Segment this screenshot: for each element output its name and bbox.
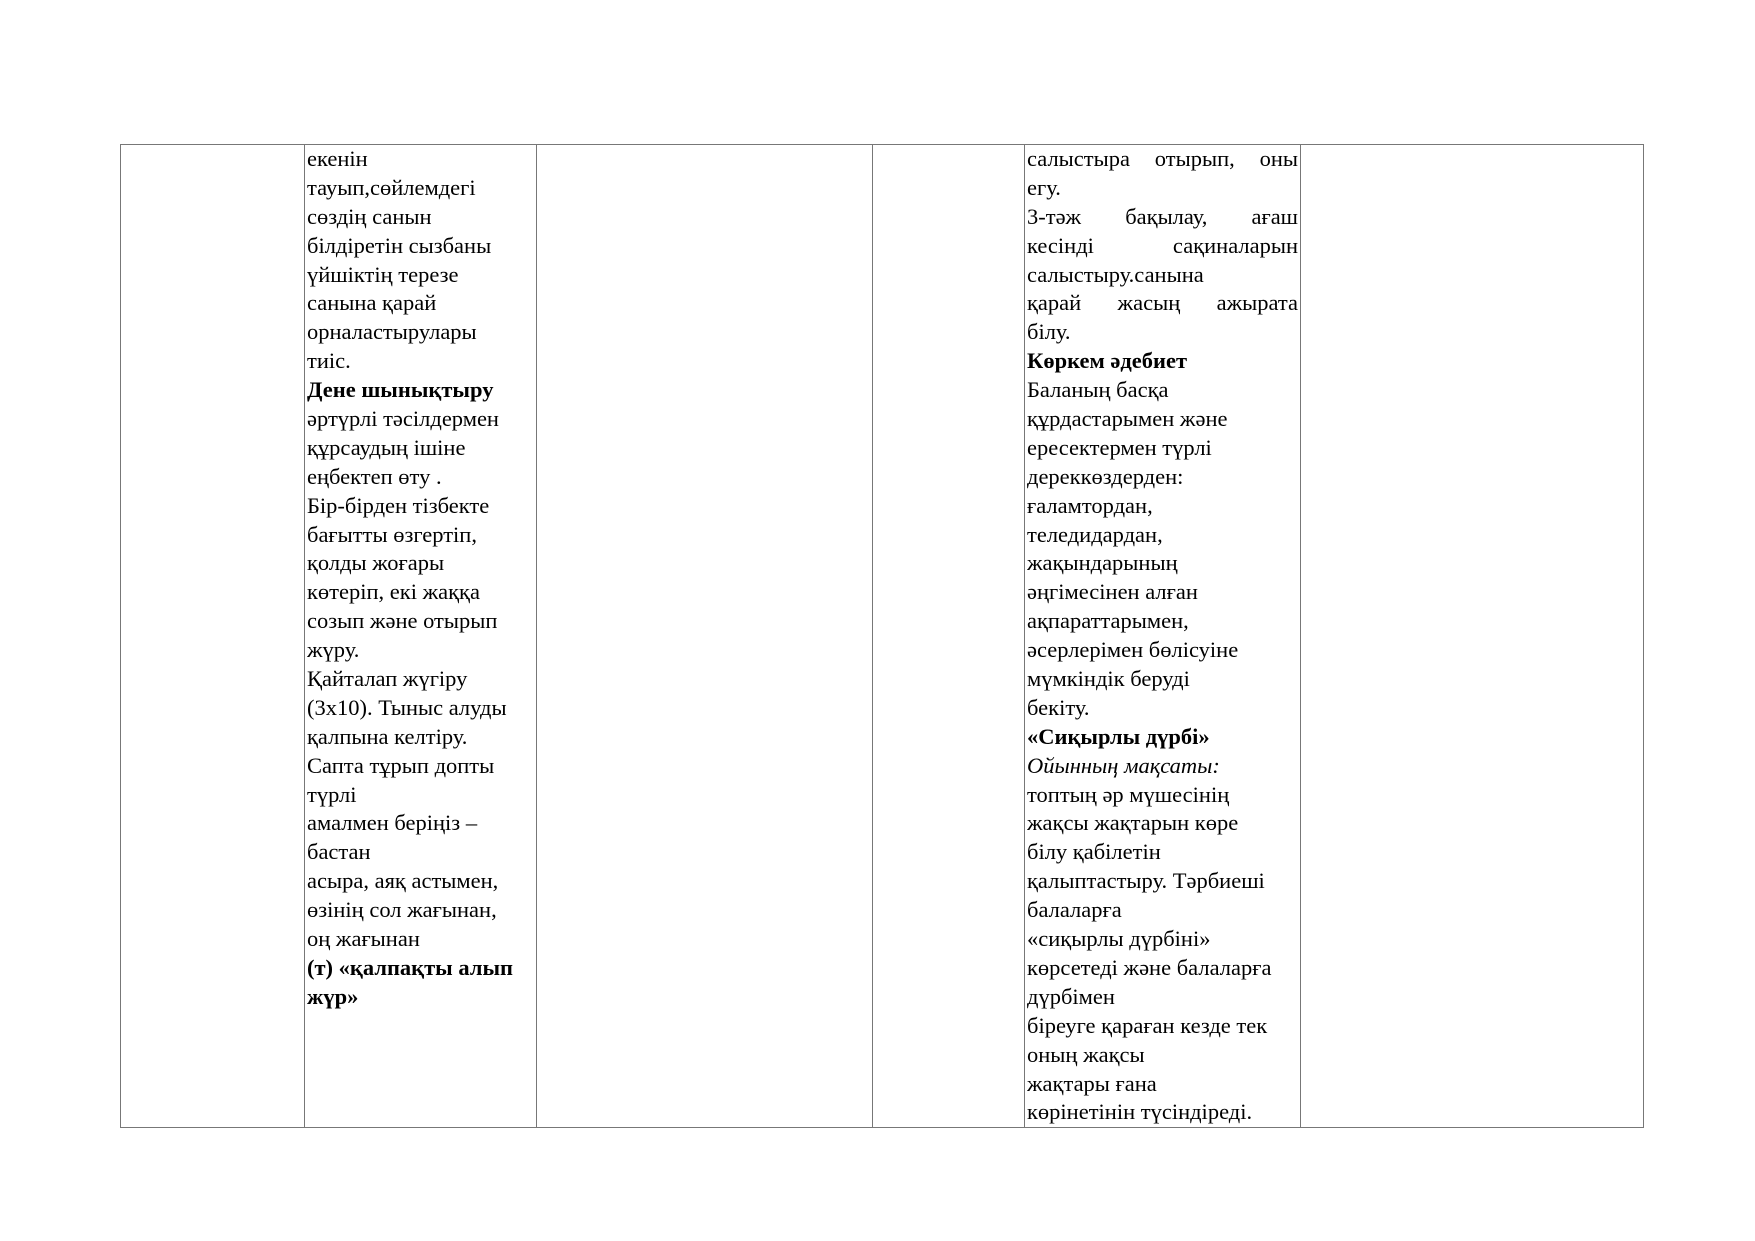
text-line: ересектермен түрлі — [1027, 434, 1212, 460]
text-line: Ойынның мақсаты: — [1027, 752, 1220, 778]
text-line: тиіс. — [307, 348, 351, 374]
cell-column-6 — [1301, 145, 1644, 1128]
text-line: ғаламтордан, — [1027, 492, 1153, 518]
text-line: бағытты өзгертіп, — [307, 521, 477, 547]
text-line: қалыптастыру. Тәрбиеші — [1027, 868, 1265, 894]
text-line: білу қабілетін — [1027, 839, 1161, 865]
text-line: бастан — [307, 839, 371, 865]
text-line: Бір-бірден тізбекте — [307, 492, 490, 518]
text-line: (3х10). Тыныс алуды — [307, 694, 507, 720]
text-line: білдіретін сызбаны — [307, 232, 492, 258]
text-line: қарай жасың ажырата — [1027, 290, 1298, 316]
text-line: Қайталап жүгіру — [307, 666, 468, 692]
text-line: салыстыра отырып, оны — [1027, 146, 1298, 171]
text-line: салыстыру.санына — [1027, 261, 1204, 287]
text-line: жақтары ғана — [1027, 1070, 1157, 1096]
text-line: екенін — [307, 146, 368, 171]
text-line: «Сиқырлы дүрбі» — [1027, 723, 1210, 749]
text-line: оның жақсы — [1027, 1041, 1145, 1067]
text-line: тауып,сөйлемдегі — [307, 174, 476, 200]
text-line: ақпараттарымен, — [1027, 608, 1189, 634]
text-line: дүрбімен — [1027, 983, 1115, 1009]
text-line: жүру. — [307, 637, 360, 663]
text-line: көтеріп, екі жаққа — [307, 579, 480, 605]
text-line: санына қарай — [307, 290, 437, 316]
text-line: көрсетеді және балаларға — [1027, 954, 1272, 980]
text-line: «сиқырлы дүрбіні» — [1027, 926, 1211, 952]
text-line: құрсаудың ішіне — [307, 434, 466, 460]
text-line: үйшіктің терезе — [307, 261, 459, 287]
text-line: 3-тәж бақылау, ағаш — [1027, 203, 1298, 229]
text-line: әртүрлі тәсілдермен — [307, 406, 499, 432]
text-line: мүмкіндік беруді — [1027, 666, 1190, 692]
text-line: дереккөздерден: — [1027, 463, 1184, 489]
text-line: топтың әр мүшесінің — [1027, 781, 1230, 807]
text-line: біреуге қараған кезде тек — [1027, 1012, 1268, 1038]
cell-column-3 — [537, 145, 873, 1128]
text-line: жақсы жақтарын көре — [1027, 810, 1239, 836]
text-line: Дене шынықтыру — [307, 377, 494, 403]
text-line: (т) «қалпақты алып — [307, 954, 513, 980]
text-line: әңгімесінен алған — [1027, 579, 1198, 605]
text-line: созып және отырып — [307, 608, 498, 634]
text-line: жүр» — [307, 983, 359, 1009]
text-line: жақындарының — [1027, 550, 1178, 576]
text-line: өзінің сол жағынан, — [307, 897, 497, 923]
text-line: сөздің санын — [307, 203, 432, 229]
text-line: көрінетінін түсіндіреді. — [1027, 1099, 1253, 1125]
plan-table — [120, 144, 1644, 1128]
text-line: құрдастарымен және — [1027, 406, 1228, 432]
text-line: орналастырулары — [307, 319, 477, 345]
text-line: Сапта тұрып допты — [307, 752, 495, 778]
text-line: амалмен беріңіз – — [307, 810, 478, 836]
text-line: еңбектеп өту . — [307, 463, 442, 489]
text-line: кесінді сақиналарын — [1027, 232, 1298, 258]
cell-column-5 — [1025, 145, 1301, 1128]
text-line: Баланың басқа — [1027, 377, 1169, 403]
text-line: теледидардан, — [1027, 521, 1163, 547]
text-line: бекіту. — [1027, 694, 1090, 720]
text-line: білу. — [1027, 319, 1071, 345]
text-line: балаларға — [1027, 897, 1122, 923]
text-line: әсерлерімен бөлісуіне — [1027, 637, 1239, 663]
text-line: асыра, аяқ астымен, — [307, 868, 499, 894]
text-line: қалпына келтіру. — [307, 723, 468, 749]
text-line: оң жағынан — [307, 926, 420, 952]
cell-column-2 — [305, 145, 537, 1128]
text-line: қолды жоғары — [307, 550, 445, 576]
cell-column-1 — [121, 145, 305, 1128]
text-line: Көркем әдебиет — [1027, 348, 1188, 374]
cell-column-4 — [873, 145, 1025, 1128]
text-line: егу. — [1027, 174, 1061, 200]
table-row — [121, 145, 1644, 1128]
text-line: түрлі — [307, 781, 357, 807]
